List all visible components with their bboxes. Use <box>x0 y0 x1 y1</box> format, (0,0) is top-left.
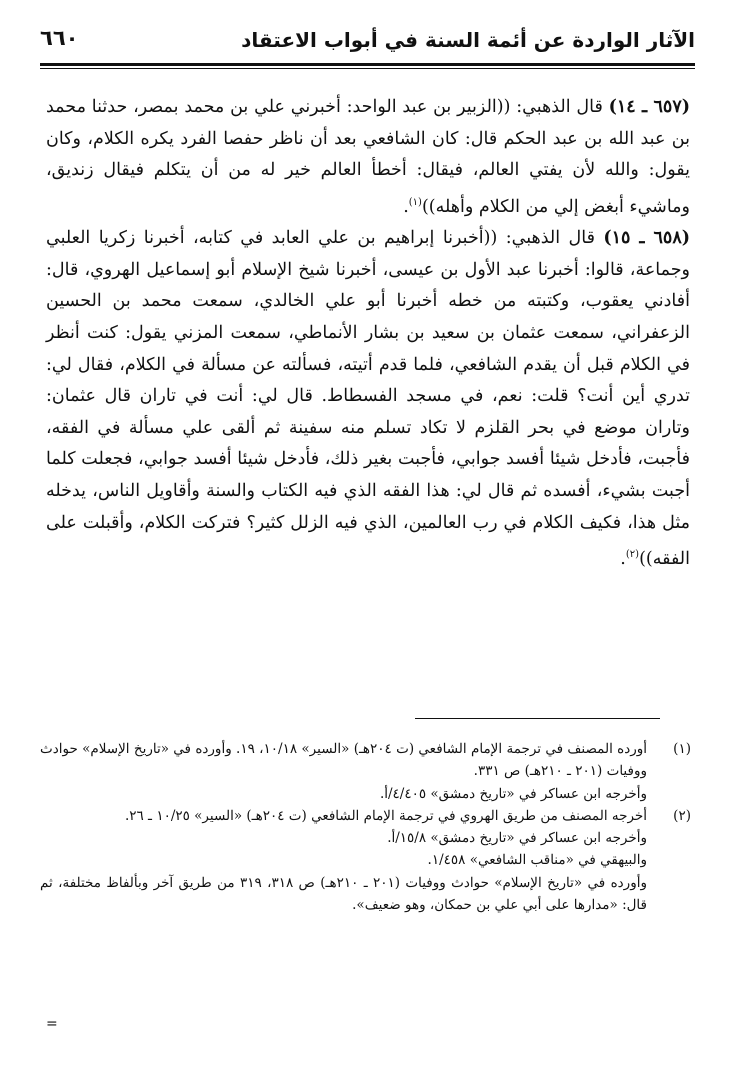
footnote-number: (٢) <box>673 807 691 824</box>
footnote-line: وأخرجه ابن عساكر في «تاريخ دمشق» ١٥/٨/أ. <box>387 830 647 847</box>
footnote-ref: (١) <box>408 196 422 208</box>
footnote-number: (١) <box>673 741 691 757</box>
footnote <box>40 738 695 805</box>
narration-number: (٦٥٨ ـ ١٥) <box>603 228 690 249</box>
footnote-line: وأخرجه ابن عساكر في «تاريخ دمشق» ٤/٤٠٥/أ. <box>379 785 647 802</box>
footnote <box>40 805 695 916</box>
header-rule-thick <box>40 63 695 66</box>
page-number: ٦٦٠ <box>40 26 79 50</box>
narration-paragraph: (٦٥٧ ـ ١٤) قال الذهبي: ((الزبير بن عبد الواحد: أخبرني علي بن محمد بمصر، حدثنا محمد بن عبد الله بن عبد الحكم قال: كان الشافعي بعد أن ناظر حفصا الفرد يكره الكلام، وكان يقول: والله لأن يفتي العالم، فيقال: أخطأ العالم خير له من أن يتكلم فيقال زنديق، وماشيء أبغض إلي من الكلام وأهله))$^{(١)}$. <box>46 97 690 217</box>
footnote-line: وأورده في «تاريخ الإسلام» حوادث ووفيات (٢٠١ ـ ٢١٠هـ) ص ٣١٨، ٣١٩ من طريق آخر وبألفاظ مختلفة، ثم قال: «مدارها على أبي علي بن حمكان، وهو ضعيف». <box>40 874 647 914</box>
narration-text: قال الذهبي: ((أخبرنا إبراهيم بن علي العابد في كتابه، أخبرنا زكريا العلبي وجماعة، قالوا: أخبرنا عبد الأول بن عيسى، أخبرنا شيخ الإسلام أبو إسماعيل الهروي، قال: أفادني يعقوب، وكتبته من خطه أخبرنا أبو علي الخالدي، سمعت محمد بن الحسين الزعفراني، سمعت عثمان بن سعيد بن بشار الأنماطي، سمعت المزني يقول: كنت أنظر في الكلام قبل أن يقدم الشافعي، فلما قدم أتيته، فسألته عن مسألة في الكلام، فقال لي: تدري أين أنت؟ قلت: نعم، في مسجد الفسطاط. قال لي: أنت في تاران قال عثمان: وتاران موضع في بحر القلزم لا تكاد تسلم منه سفينة ثم ألقى علي مسألة في الفقه، فأجبت، فأدخل شيئا أفسد جوابي، فأجبت بغير ذلك، فأدخل شيئا أفسد جوابي، فجعلت كلما أجبت بشيء، أفسده ثم قال لي: هذا الفقه الذي فيه الكتاب والسنة وأقاويل الناس، يدخله مثل هذا، فكيف الكلام في رب العالمين، الذي فيه الزلل كثير؟ فتركت الكلام، وأقبلت على الفقه)) <box>46 228 690 569</box>
footnotes <box>40 738 695 916</box>
main-text <box>46 92 690 576</box>
footnote-line: أخرجه المصنف من طريق الهروي في ترجمة الإمام الشافعي (ت ٢٠٤هـ) «السير» ١٠/٢٥ ـ ٢٦. <box>124 807 647 824</box>
narration-paragraph: (٦٥٨ ـ ١٥) قال الذهبي: ((أخبرنا إبراهيم بن علي العابد في كتابه، أخبرنا زكريا العلبي وجماعة، قالوا: أخبرنا عبد الأول بن عيسى، أخبرنا شيخ الإسلام أبو إسماعيل الهروي، قال: أفادني يعقوب، وكتبته من خطه أخبرنا أبو علي الخالدي، سمعت محمد بن الحسين الزعفراني، سمعت عثمان بن سعيد بن بشار الأنماطي، سمعت المزني يقول: كنت أنظر في الكلام قبل أن يقدم الشافعي، فلما قدم أتيته، فسألته عن مسألة في الكلام، فقال لي: تدري أين أنت؟ قلت: نعم، في مسجد الفسطاط. قال لي: أنت في تاران قال عثمان: وتاران موضع في بحر القلزم لا تكاد تسلم منه سفينة ثم ألقى علي مسألة في الفقه، فأجبت، فأدخل شيئا أفسد جوابي، فأجبت بغير ذلك، فأدخل شيئا أفسد جوابي، فجعلت كلما أجبت بشيء، أفسده ثم قال لي: هذا الفقه الذي فيه الكتاب والسنة وأقاويل الناس، يدخله مثل هذا، فكيف الكلام في رب العالمين، الذي فيه الزلل كثير؟ فتركت الكلام، وأقبلت على الفقه))$^{(٢)}$. <box>46 228 690 569</box>
running-header <box>40 22 695 60</box>
margin-mark: = <box>46 1016 58 1032</box>
narration-text: قال الذهبي: ((الزبير بن عبد الواحد: أخبرني علي بن محمد بمصر، حدثنا محمد بن عبد الله بن عبد الحكم قال: كان الشافعي بعد أن ناظر حفصا الفرد يكره الكلام، وكان يقول: والله لأن يفتي العالم، فيقال: أخطأ العالم خير له من أن يتكلم فيقال زنديق، وماشيء أبغض إلي من الكلام وأهله)) <box>46 97 690 217</box>
footnote-ref: (٢) <box>625 549 640 561</box>
narration-number: (٦٥٧ ـ ١٤) <box>608 97 690 117</box>
book-title: الآثار الواردة عن أئمة السنة في أبواب الاعتقاد <box>241 28 695 52</box>
footnote-line: والبيهقي في «مناقب الشافعي» ١/٤٥٨. <box>427 852 647 869</box>
footnote-line: أورده المصنف في ترجمة الإمام الشافعي (ت ٢٠٤هـ) «السير» ١٠/١٨، ١٩. وأورده في «تاريخ الإسلام» حوادث ووفيات (٢٠١ ـ ٢١٠هـ) ص ٣٣١. <box>40 741 648 780</box>
header-rule-thin <box>40 68 695 69</box>
footnote-divider <box>415 718 660 719</box>
